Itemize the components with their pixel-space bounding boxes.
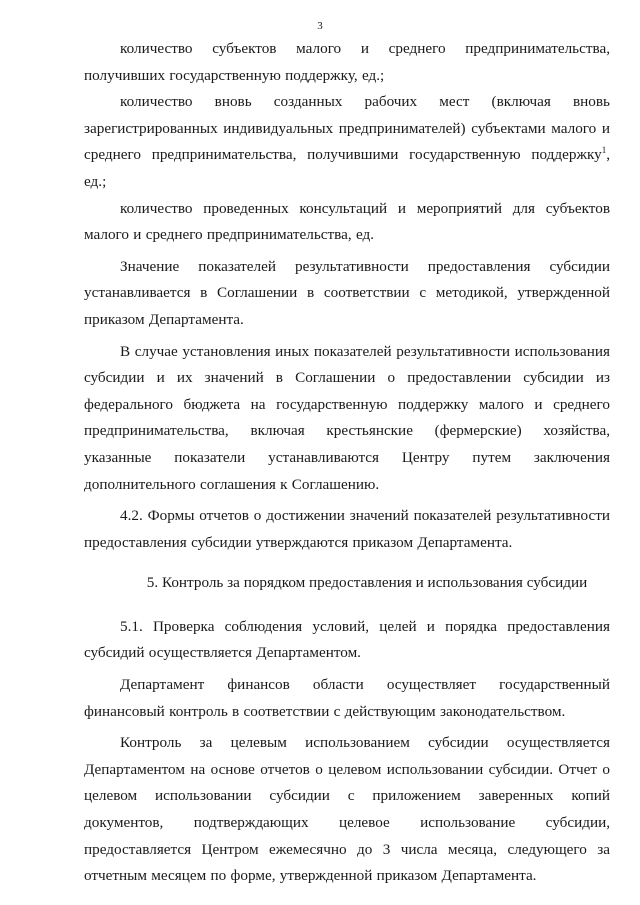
paragraph-clause-4-2: 4.2. Формы отчетов о достижении значений показателей результативности предоставления субсидии утверждаются приказом Департамента. [84,507,610,551]
paragraph-clause-5-1: 5.1. Проверка соблюдения условий, целей и порядка предоставления субсидий осуществляется Департаментом. [84,617,610,662]
paragraph-other-indicators: В случае установления иных показателей результативности использования субсидии и их значений в Соглашении о предоставлении субсидии из федерального бюджета на государственную поддержку малого и среднего предпринимательства, включая крестьянские (фермерские) хозяйства, указанные показатели устанавливаются Центру путем заключения дополнительного соглашения к Соглашению. [84,342,610,493]
section-heading: 5. Контроль за порядком предоставления и использования субсидии [146,574,588,592]
document-body [84,36,610,890]
paragraph-suffix: , ед.; [84,146,610,190]
footnote-marker: 1 [601,145,607,156]
paragraph-indicator-values: Значение показателей результативности предоставления субсидии устанавливается в Соглашении в соответствии с методикой, утвержденной приказом Департамента. [84,257,610,328]
paragraph-finance-control: Департамент финансов области осуществляет государственный финансовый контроль в соответствии с действующим законодательством. [84,676,610,720]
paragraph-target-use-control: Контроль за целевым использованием субсидии осуществляется Департаментом на основе отчетов о целевом использовании субсидии. Отчет о целевом использовании субсидии с приложением заверенных копий документов, подтверждающих целевое использование субсидии, предоставляется Центром ежемесячно до 3 числа месяца, следующего за отчетным месяцем по форме, утвержденной приказом Департамента. [84,734,610,885]
page-number: 3 [317,20,323,32]
paragraph-indicator-new-jobs [84,89,610,195]
paragraph-indicator-consultations: количество проведенных консультаций и мероприятий для субъектов малого и среднего предпринимательства, ед. [84,199,610,244]
paragraph-indicator-supported-subjects: количество субъектов малого и среднего предпринимательства, получивших государственную поддержку, ед.; [84,40,610,84]
paragraph-text: количество вновь созданных рабочих мест (включая вновь зарегистрированных индивидуальных предпринимателей) субъектами малого и среднего предпринимательства, получившими государственную поддержку [84,93,610,164]
